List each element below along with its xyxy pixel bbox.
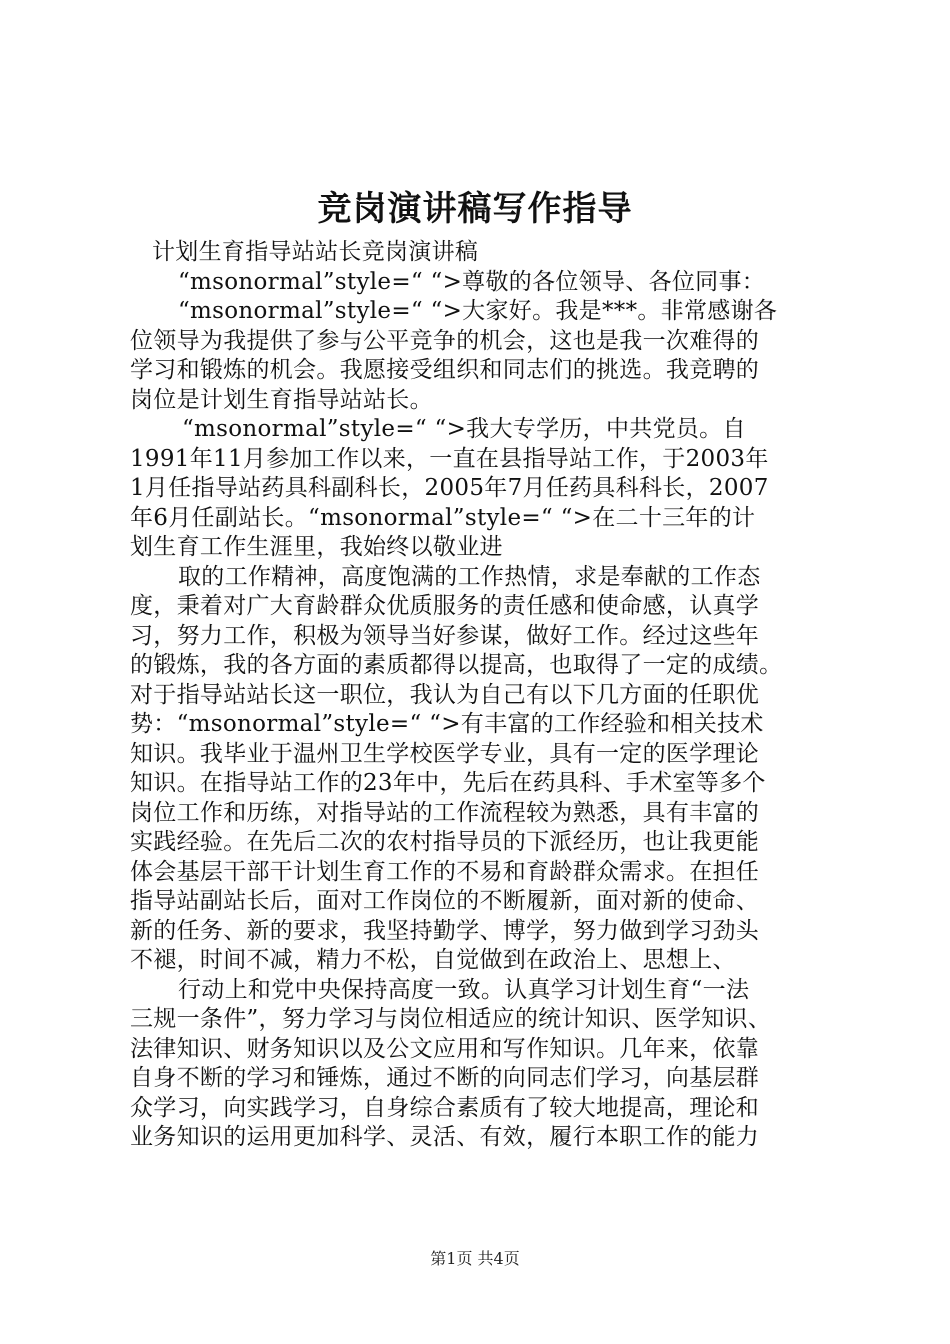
document-body bbox=[130, 238, 850, 1153]
body-line: 学习和锻炼的机会。我愿接受组织和同志们的挑选。我竞聘的 bbox=[130, 357, 760, 383]
body-line: 法律知识、财务知识以及公文应用和写作知识。几年来，依靠 bbox=[130, 1035, 760, 1062]
document-title: 竞岗演讲稿写作指导 bbox=[317, 189, 633, 229]
body-line: 习，努力工作，积极为领导当好参谋，做好工作。经过这些年 bbox=[130, 622, 760, 649]
body-line: 划生育工作生涯里，我始终以敬业进 bbox=[130, 534, 503, 560]
body-line: 体会基层干部干计划生育工作的不易和育龄群众需求。在担任 bbox=[130, 858, 760, 885]
body-line: 势：“msonormal”style=“ “>有丰富的工作经验和相关技术 bbox=[130, 711, 764, 737]
body-line: 不褪，时间不减，精力不松，自觉做到在政治上、思想上、 bbox=[130, 947, 736, 973]
body-line: 自身不断的学习和锤炼，通过不断的向同志们学习，向基层群 bbox=[130, 1065, 760, 1091]
body-line: 1991年11月参加工作以来，一直在县指导站工作，于2003年 bbox=[130, 445, 769, 472]
body-line: 对于指导站站长这一职位，我认为自己有以下几方面的任职优 bbox=[130, 681, 760, 708]
body-line: 的锻炼，我的各方面的素质都得以提高，也取得了一定的成绩。 bbox=[130, 652, 783, 678]
body-line: 众学习，向实践学习，自身综合素质有了较大地提高，理论和 bbox=[130, 1094, 760, 1121]
body-line: 新的任务、新的要求，我坚持勤学、博学，努力做到学习劲头 bbox=[130, 917, 760, 944]
body-line: “msonormal”style=“ “>尊敬的各位领导、各位同事： bbox=[178, 268, 766, 295]
body-line: 1月任指导站药具科副科长，2005年7月任药具科科长，2007 bbox=[130, 475, 769, 501]
body-line: 度，秉着对广大育龄群众优质服务的责任感和使命感，认真学 bbox=[130, 593, 760, 619]
body-line: 指导站副站长后，面对工作岗位的不断履新，面对新的使命、 bbox=[130, 888, 760, 914]
body-line: 年6月任副站长。“msonormal”style=“ “>在二十三年的计 bbox=[130, 504, 756, 531]
body-line: “msonormal”style=“ “>我大专学历，中共党员。自 bbox=[182, 416, 746, 442]
page-number-footer: 第1页 共4页 bbox=[430, 1249, 520, 1268]
body-line: 三规一条件”，努力学习与岗位相适应的统计知识、医学知识、 bbox=[130, 1006, 772, 1032]
body-line: “msonormal”style=“ “>大家好。我是***。非常感谢各 bbox=[178, 298, 778, 324]
body-line: 业务知识的运用更加科学、灵活、有效，履行本职工作的能力 bbox=[130, 1124, 760, 1150]
body-line: 实践经验。在先后二次的农村指导员的下派经历，也让我更能 bbox=[130, 829, 760, 855]
body-line: 知识。我毕业于温州卫生学校医学专业，具有一定的医学理论 bbox=[130, 740, 760, 767]
body-line: 知识。在指导站工作的23年中，先后在药具科、手术室等多个 bbox=[130, 770, 766, 796]
body-line: 计划生育指导站站长竞岗演讲稿 bbox=[152, 239, 479, 265]
body-line: 岗位工作和历练，对指导站的工作流程较为熟悉，具有丰富的 bbox=[130, 799, 760, 826]
body-line: 行动上和党中央保持高度一致。认真学习计划生育“一法 bbox=[178, 976, 750, 1003]
body-line: 取的工作精神，高度饱满的工作热情，求是奉献的工作态 bbox=[178, 563, 761, 590]
body-line: 位领导为我提供了参与公平竞争的机会，这也是我一次难得的 bbox=[130, 327, 760, 354]
body-line: 岗位是计划生育指导站站长。 bbox=[130, 386, 433, 413]
